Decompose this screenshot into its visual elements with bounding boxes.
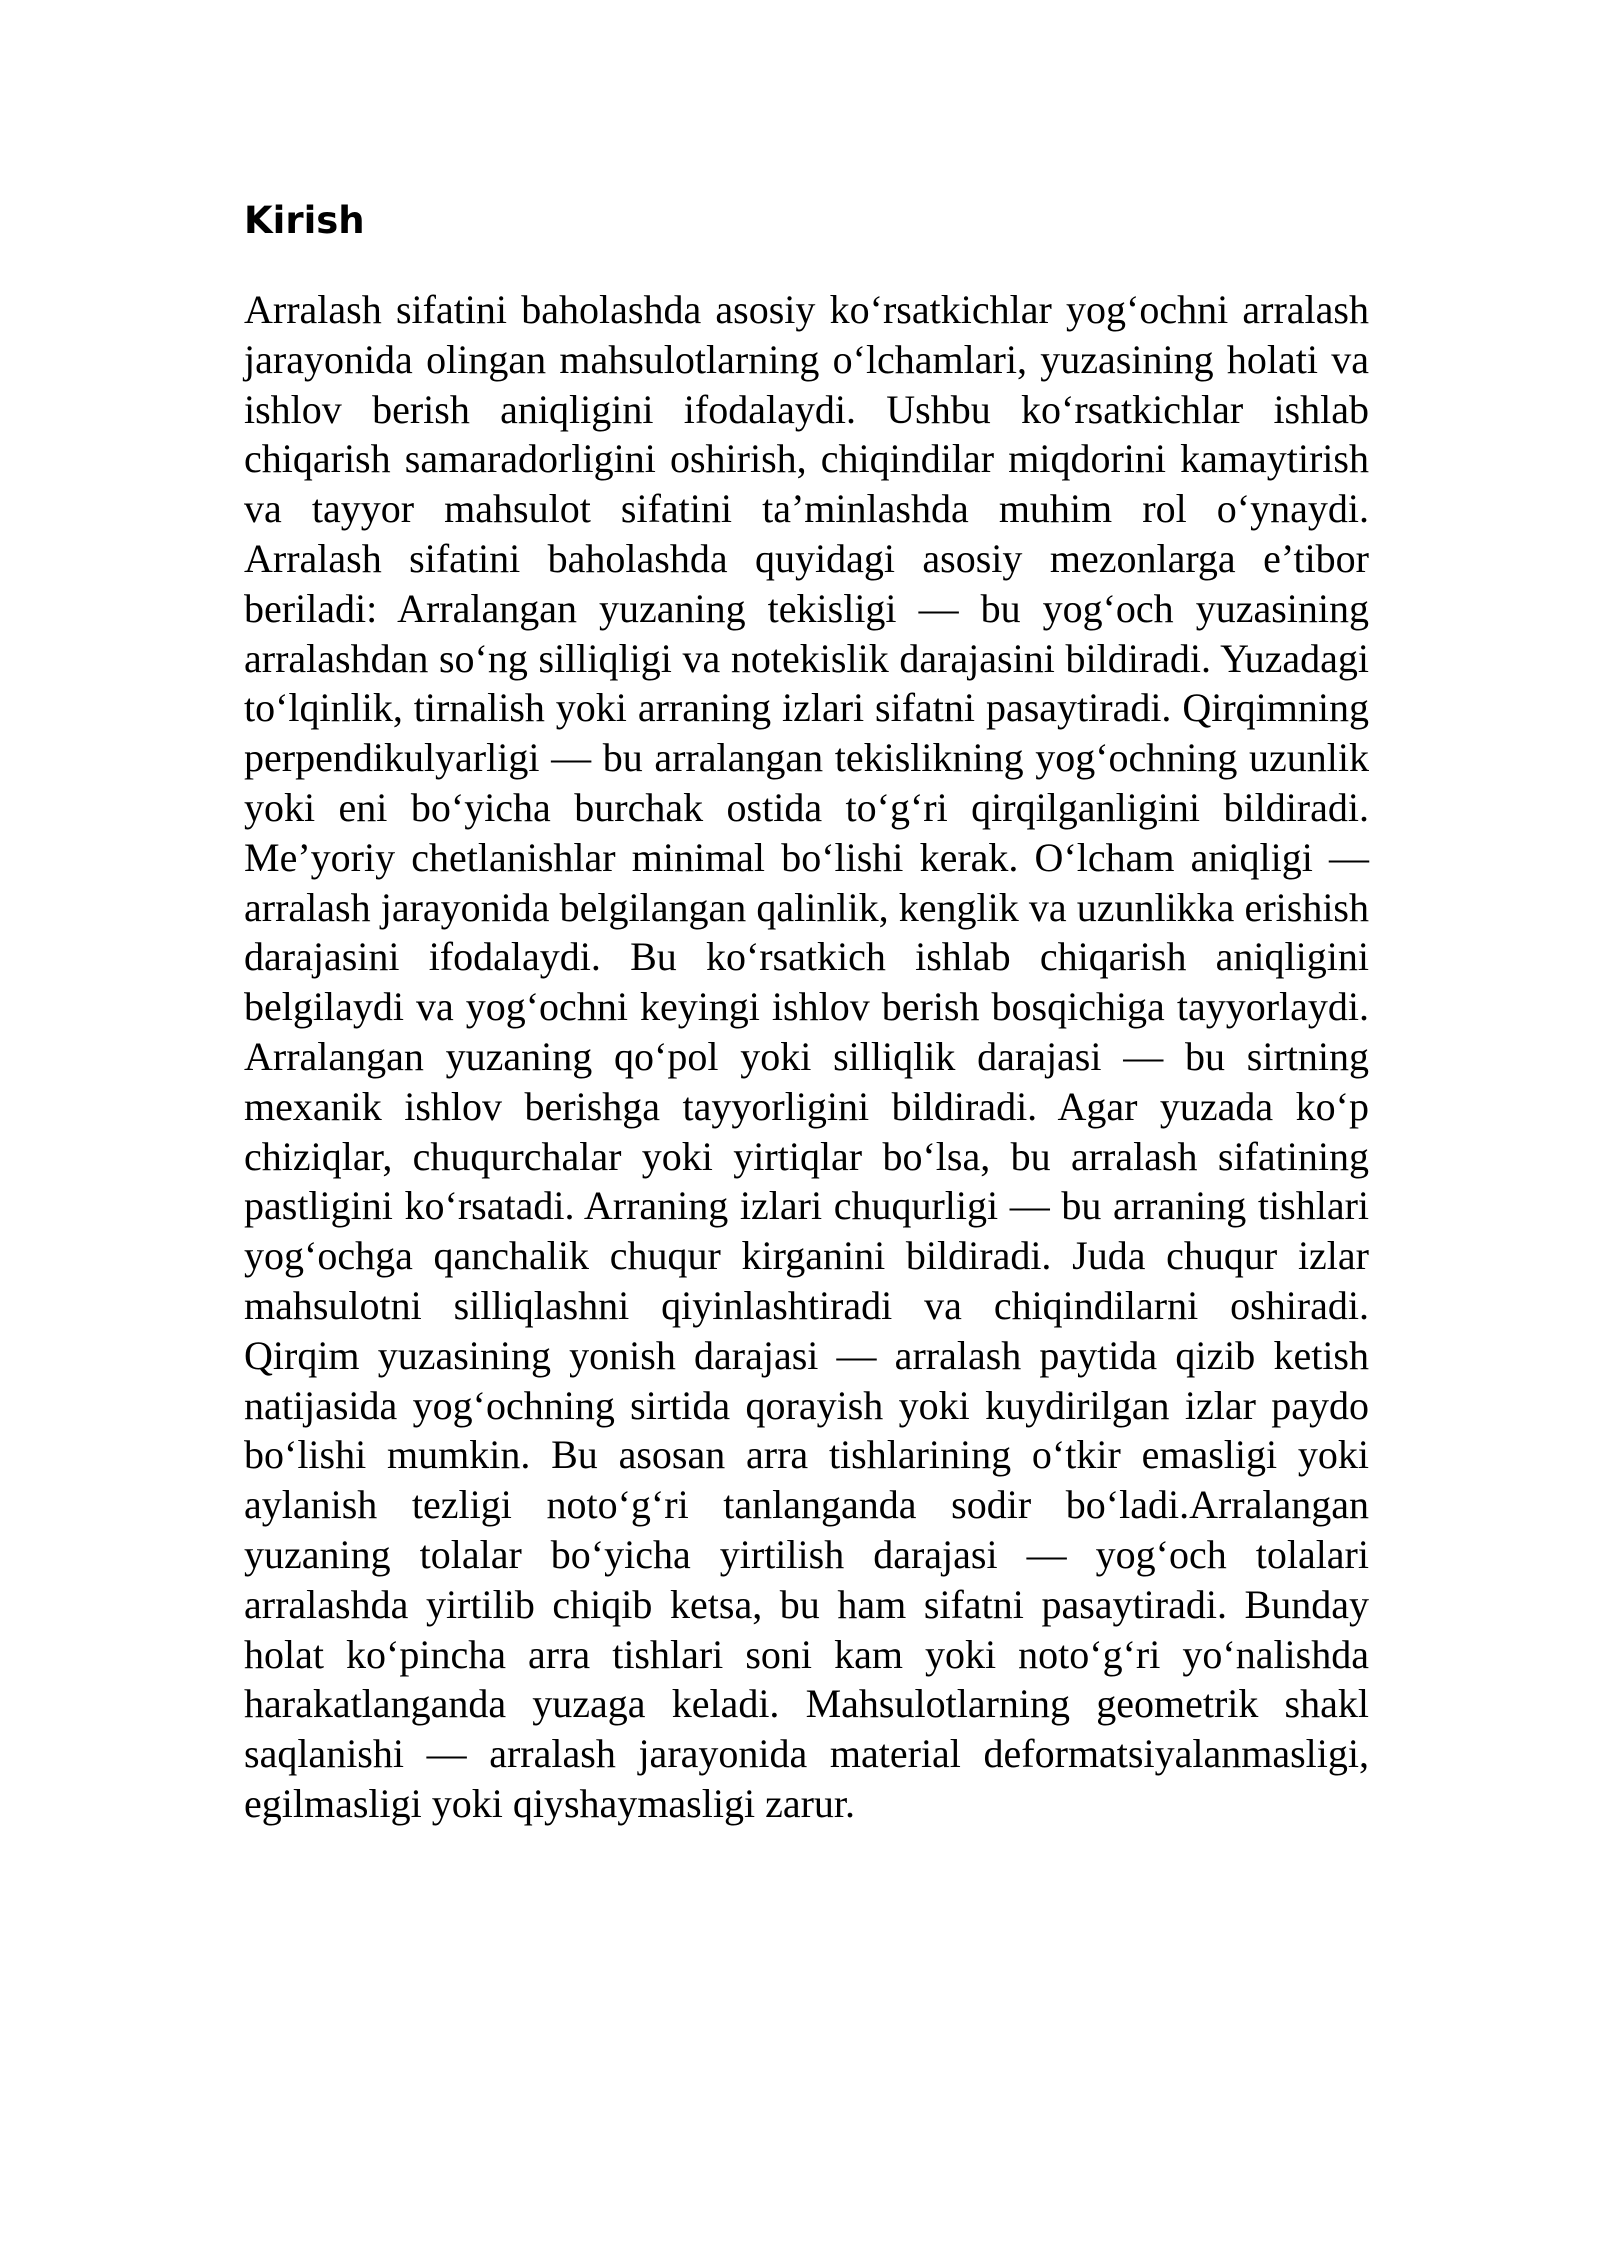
section-heading: Kirish [244, 199, 365, 242]
body-paragraph: Arralash sifatini baholashda asosiy ko‘rsatkichlar yog‘ochni arralash jarayonida olingan mahsulotlarning o‘lchamlari, yuzasining holati va ishlov berish aniqligini ifodalaydi. Ushbu ko‘rsatkichlar ishlab chiqarish samaradorligini oshirish, chiqindilar miqdorini kamaytirish va tayyor mahsulot sifatini ta’minlashda muhim rol o‘ynaydi. Arralash sifatini baholashda quyidagi asosiy mezonlarga e’tibor beriladi: Arralangan yuzaning tekisligi — bu yog‘och yuzasining arralashdan so‘ng silliqligi va notekislik darajasini bildiradi. Yuzadagi to‘lqinlik, tirnalish yoki arraning izlari sifatni pasaytiradi. Qirqimning perpendikulyarligi — bu arralangan tekislikning yog‘ochning uzunlik yoki eni bo‘yicha burchak ostida to‘g‘ri qirqilganligini bildiradi. Me’yoriy chetlanishlar minimal bo‘lishi kerak. O‘lcham aniqligi — arralash jarayonida belgilangan qalinlik, kenglik va uzunlikka erishish darajasini ifodalaydi. Bu ko‘rsatkich ishlab chiqarish aniqligini belgilaydi va yog‘ochni keyingi ishlov berish bosqichiga tayyorlaydi. Arralangan yuzaning qo‘pol yoki silliqlik darajasi — bu sirtning mexanik ishlov berishga tayyorligini bildiradi. Agar yuzada ko‘p chiziqlar, chuqurchalar yoki yirtiqlar bo‘lsa, bu arralash sifatining pastligini ko‘rsatadi. Arraning izlari chuqurligi — bu arraning tishlari yog‘ochga qanchalik chuqur kirganini bildiradi. Juda chuqur izlar mahsulotni silliqlashni qiyinlashtiradi va chiqindilarni oshiradi. Qirqim yuzasining yonish darajasi — arralash paytida qizib ketish natijasida yog‘ochning sirtida qorayish yoki kuydirilgan izlar paydo bo‘lishi mumkin. Bu asosan arra tishlarining o‘tkir emasligi yoki aylanish tezligi noto‘g‘ri tanlanganda sodir bo‘ladi.Arralangan yuzaning tolalar bo‘yicha yirtilish darajasi — yog‘och tolalari arralashda yirtilib chiqib ketsa, bu ham sifatni pasaytiradi. Bunday holat ko‘pincha arra tishlari soni kam yoki noto‘g‘ri yo‘nalishda harakatlanganda yuzaga keladi. Mahsulotlarning geometrik shakl saqlanishi — arralash jarayonida material deformatsiyalanmasligi, egilmasligi yoki qiyshaymasligi zarur. [244, 287, 1369, 1826]
